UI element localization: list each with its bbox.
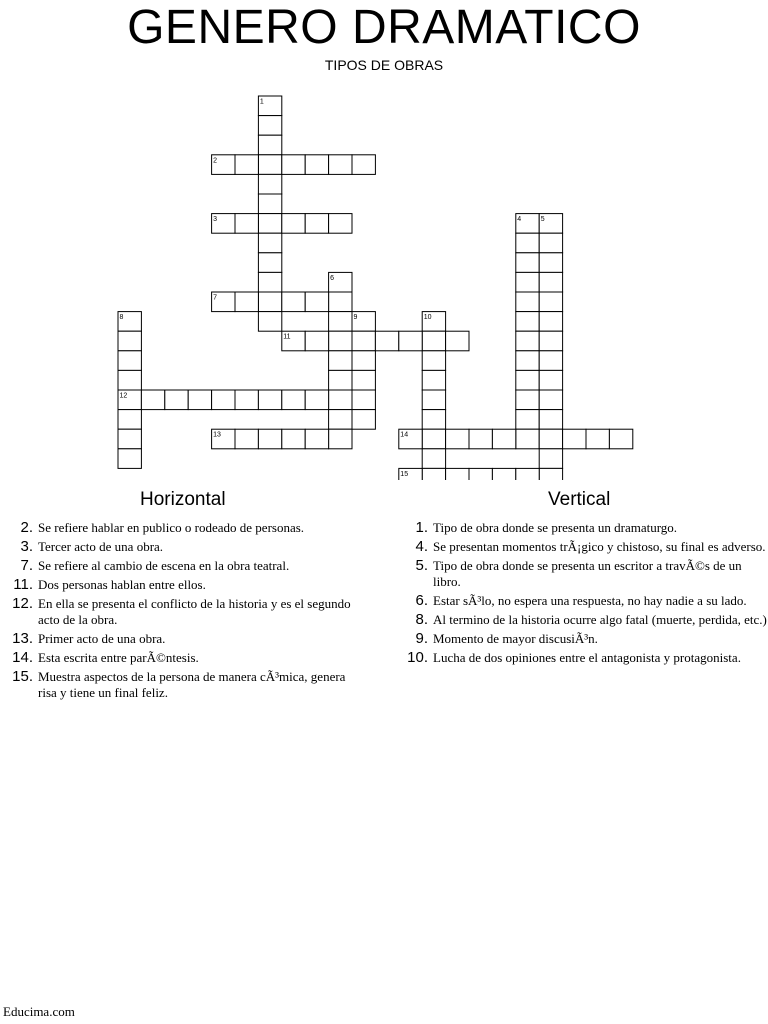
grid-cell[interactable] xyxy=(352,390,375,410)
clue-item-number: 13. xyxy=(12,630,33,647)
clue-number: 15 xyxy=(400,470,409,478)
grid-cell[interactable] xyxy=(305,155,328,175)
grid-cell[interactable] xyxy=(399,331,422,351)
grid-cell[interactable] xyxy=(118,429,141,449)
grid-cell[interactable] xyxy=(212,390,235,410)
grid-cell[interactable] xyxy=(329,214,352,234)
clue-item-text: Dos personas hablan entre ellos. xyxy=(38,577,206,592)
grid-cell[interactable] xyxy=(422,410,445,430)
clue-item xyxy=(5,520,365,536)
grid-cell[interactable] xyxy=(446,429,469,449)
clue-item-text: Tipo de obra donde se presenta un escritor a travÃ©s de un libro. xyxy=(433,558,742,589)
clue-number: 7 xyxy=(213,294,218,302)
grid-cell[interactable] xyxy=(305,390,328,410)
grid-cell[interactable] xyxy=(329,312,352,332)
clue-item xyxy=(400,650,768,666)
clue-item-number: 4. xyxy=(415,538,428,555)
grid-cell[interactable] xyxy=(539,449,562,469)
grid-cell[interactable] xyxy=(258,292,281,312)
grid-cell[interactable] xyxy=(282,429,305,449)
grid-cell[interactable] xyxy=(282,214,305,234)
clue-item xyxy=(5,539,365,555)
grid-cell[interactable] xyxy=(516,331,539,351)
grid-cell[interactable] xyxy=(516,429,539,449)
clue-item-text: Estar sÃ³lo, no espera una respuesta, no hay nadie a su lado. xyxy=(433,593,747,608)
clue-item xyxy=(400,558,768,590)
grid-cell[interactable] xyxy=(422,351,445,371)
grid-cell[interactable] xyxy=(516,468,539,480)
clue-number: 12 xyxy=(119,392,128,400)
clue-item-number: 8. xyxy=(415,611,428,628)
clue-number: 14 xyxy=(400,431,409,439)
clue-item-text: Al termino de la historia ocurre algo fatal (muerte, perdida, etc.) xyxy=(433,612,767,627)
grid-cell[interactable] xyxy=(329,351,352,371)
clue-number: 4 xyxy=(517,216,522,224)
grid-cell[interactable] xyxy=(375,331,398,351)
grid-cell[interactable] xyxy=(352,331,375,351)
grid-cell[interactable] xyxy=(258,135,281,155)
grid-cell[interactable] xyxy=(188,390,211,410)
grid-cell[interactable] xyxy=(352,410,375,430)
grid-cell[interactable] xyxy=(539,312,562,332)
footer-credit: Educima.com xyxy=(3,1004,75,1019)
grid-cell[interactable] xyxy=(305,214,328,234)
clue-item xyxy=(5,558,365,574)
grid-cell[interactable] xyxy=(422,390,445,410)
grid-cell[interactable] xyxy=(118,331,141,351)
clue-item xyxy=(400,631,768,647)
grid-cell[interactable] xyxy=(258,253,281,273)
grid-cell[interactable] xyxy=(516,312,539,332)
grid-cell[interactable] xyxy=(422,370,445,390)
clue-item xyxy=(400,539,768,555)
grid-cell[interactable] xyxy=(539,253,562,273)
grid-cell[interactable] xyxy=(492,468,515,480)
grid-cell[interactable] xyxy=(235,214,258,234)
grid-cell[interactable] xyxy=(516,292,539,312)
grid-cell[interactable] xyxy=(329,410,352,430)
grid-cell[interactable] xyxy=(539,272,562,292)
clue-item-text: Se refiere hablar en publico o rodeado de personas. xyxy=(38,520,305,535)
clue-item-number: 9. xyxy=(415,630,428,647)
grid-cell[interactable] xyxy=(258,272,281,292)
page-subtitle: TIPOS DE OBRAS xyxy=(324,57,444,73)
grid-cell[interactable] xyxy=(258,174,281,194)
clue-item-number: 10. xyxy=(407,649,428,666)
grid-cell[interactable] xyxy=(235,292,258,312)
grid-cell[interactable] xyxy=(422,429,445,449)
clue-item-text: Primer acto de una obra. xyxy=(38,631,166,646)
grid-cell[interactable] xyxy=(329,429,352,449)
grid-cell[interactable] xyxy=(422,449,445,469)
clue-item-number: 14. xyxy=(12,649,33,666)
vertical-heading: Vertical xyxy=(548,489,611,510)
clue-number: 5 xyxy=(540,216,545,224)
grid-cell[interactable] xyxy=(563,429,586,449)
grid-cell[interactable] xyxy=(258,155,281,175)
grid-cell[interactable] xyxy=(539,429,562,449)
clue-number: 8 xyxy=(119,314,124,322)
grid-cell[interactable] xyxy=(258,116,281,136)
grid-cell[interactable] xyxy=(516,410,539,430)
crossword-grid xyxy=(0,0,768,480)
grid-cell[interactable] xyxy=(469,468,492,480)
grid-cell[interactable] xyxy=(329,292,352,312)
grid-cell[interactable] xyxy=(492,429,515,449)
grid-cell[interactable] xyxy=(516,233,539,253)
clue-item-number: 11. xyxy=(13,576,33,593)
clue-item xyxy=(400,520,768,536)
grid-cell[interactable] xyxy=(141,390,164,410)
grid-cell[interactable] xyxy=(352,351,375,371)
grid-cell[interactable] xyxy=(258,312,281,332)
grid-cell[interactable] xyxy=(118,351,141,371)
clue-item-text: Esta escrita entre parÃ©ntesis. xyxy=(38,650,199,665)
grid-cell[interactable] xyxy=(352,370,375,390)
clue-item-text: Se presentan momentos trÃ¡gico y chistoso, su final es adverso. xyxy=(433,539,766,554)
grid-cell[interactable] xyxy=(516,390,539,410)
clue-number: 1 xyxy=(259,98,264,106)
clue-item xyxy=(5,669,365,701)
grid-cell[interactable] xyxy=(422,468,445,480)
grid-cell[interactable] xyxy=(539,233,562,253)
clue-item xyxy=(5,577,365,593)
grid-cell[interactable] xyxy=(539,410,562,430)
grid-cell[interactable] xyxy=(422,331,445,351)
clue-item-number: 7. xyxy=(20,557,33,574)
grid-cell[interactable] xyxy=(609,429,632,449)
clue-item-text: Muestra aspectos de la persona de manera cÃ³mica, genera risa y tiene un final feliz. xyxy=(38,669,346,700)
clue-item-number: 6. xyxy=(415,592,428,609)
clue-item-text: Tercer acto de una obra. xyxy=(38,539,164,554)
grid-cell[interactable] xyxy=(446,331,469,351)
grid-cell[interactable] xyxy=(539,331,562,351)
vertical-clue-list xyxy=(400,520,768,669)
grid-cell[interactable] xyxy=(329,390,352,410)
clue-item-text: Lucha de dos opiniones entre el antagonista y protagonista. xyxy=(433,650,741,665)
horizontal-heading: Horizontal xyxy=(140,489,226,510)
grid-cell[interactable] xyxy=(118,449,141,469)
clue-number: 6 xyxy=(330,274,335,282)
clue-number: 9 xyxy=(353,314,358,322)
grid-cell[interactable] xyxy=(446,468,469,480)
page-title: GENERO DRAMATICO xyxy=(127,1,641,54)
clue-number: 2 xyxy=(213,157,218,165)
clue-item-text: Momento de mayor discusiÃ³n. xyxy=(433,631,598,646)
clue-item xyxy=(5,596,365,628)
clue-item xyxy=(5,650,365,666)
grid-cell[interactable] xyxy=(329,331,352,351)
grid-cell[interactable] xyxy=(235,155,258,175)
grid-cell[interactable] xyxy=(329,155,352,175)
clue-number: 3 xyxy=(213,216,218,224)
grid-cell[interactable] xyxy=(329,370,352,390)
grid-cell[interactable] xyxy=(282,292,305,312)
grid-cell[interactable] xyxy=(539,468,562,480)
grid-cell[interactable] xyxy=(165,390,188,410)
clue-item-number: 2. xyxy=(20,519,33,536)
grid-cell[interactable] xyxy=(305,429,328,449)
clue-item-number: 5. xyxy=(415,557,428,574)
grid-cell[interactable] xyxy=(539,370,562,390)
clue-item-number: 12. xyxy=(12,595,33,612)
grid-cell[interactable] xyxy=(352,155,375,175)
clue-item-text: Tipo de obra donde se presenta un dramaturgo. xyxy=(433,520,678,535)
grid-cell[interactable] xyxy=(539,351,562,371)
grid-cell[interactable] xyxy=(305,331,328,351)
clue-item-text: Se refiere al cambio de escena en la obra teatral. xyxy=(38,558,290,573)
grid-cell[interactable] xyxy=(118,410,141,430)
grid-cell[interactable] xyxy=(258,429,281,449)
grid-cell[interactable] xyxy=(305,292,328,312)
clue-number: 10 xyxy=(423,314,432,322)
clue-number: 13 xyxy=(213,431,221,439)
grid-cell[interactable] xyxy=(516,272,539,292)
horizontal-clue-list xyxy=(5,520,365,704)
grid-cell[interactable] xyxy=(258,390,281,410)
grid-cell[interactable] xyxy=(469,429,492,449)
grid-cell[interactable] xyxy=(258,214,281,234)
clue-item-number: 3. xyxy=(20,538,33,555)
grid-cell[interactable] xyxy=(516,351,539,371)
clue-item-number: 15. xyxy=(12,668,33,685)
grid-cell[interactable] xyxy=(282,390,305,410)
grid-cell[interactable] xyxy=(586,429,609,449)
clue-number: 11 xyxy=(283,333,291,341)
clue-item-text: En ella se presenta el conflicto de la historia y es el segundo acto de la obra. xyxy=(38,596,351,627)
grid-cell[interactable] xyxy=(516,370,539,390)
clue-item xyxy=(5,631,365,647)
grid-cell[interactable] xyxy=(258,233,281,253)
clue-item xyxy=(400,612,768,628)
grid-cell[interactable] xyxy=(235,429,258,449)
grid-cell[interactable] xyxy=(539,390,562,410)
grid-cell[interactable] xyxy=(282,155,305,175)
grid-cell[interactable] xyxy=(118,370,141,390)
clue-item xyxy=(400,593,768,609)
grid-cell[interactable] xyxy=(235,390,258,410)
grid-cell[interactable] xyxy=(258,194,281,214)
clue-item-number: 1. xyxy=(415,520,428,536)
grid-cell[interactable] xyxy=(539,292,562,312)
grid-cell[interactable] xyxy=(516,253,539,273)
